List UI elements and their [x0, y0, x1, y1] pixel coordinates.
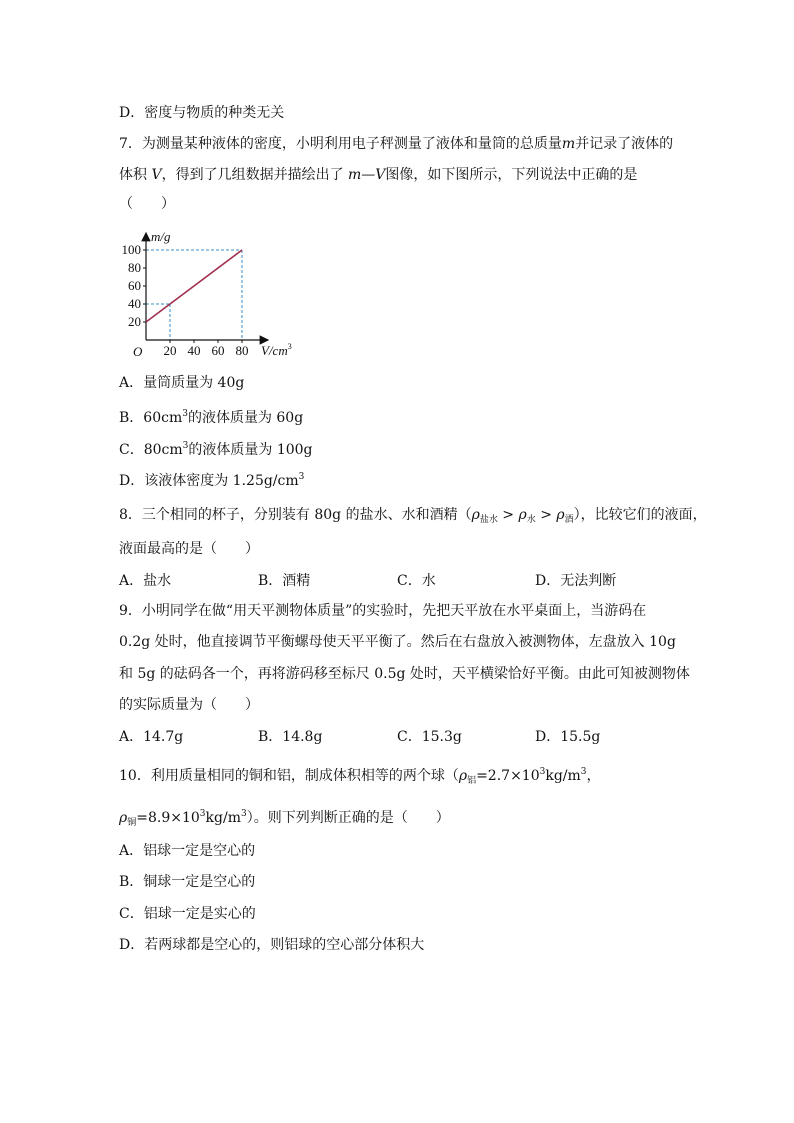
q9-stem-line-2: 0.2g 处时，他直接调节平衡螺母使天平平衡了。然后在右盘放入被测物体，左盘放入 10g [119, 634, 676, 650]
q7-option-b: B．$60cm^3$的液体质量为 60g [119, 409, 304, 426]
data-line [146, 250, 242, 322]
q7-stem-text: 并记录了液体的 [575, 136, 674, 152]
q7-stem-line-1 [119, 134, 673, 154]
q9-option-d: D．15.5g [535, 729, 601, 745]
x-axis-label: $V/cm^3$ [261, 342, 292, 358]
y-tick-label: 100 [121, 242, 141, 257]
m-v-graph [118, 225, 308, 360]
y-tick-label: 20 [128, 314, 141, 329]
q9-option-a: A．14.7g [119, 729, 184, 745]
q7-var-v: V [151, 167, 162, 183]
q7-var-m: m [561, 136, 576, 152]
q9-stem-line-4: 的实际质量为（ ） [119, 697, 259, 713]
origin-label: O [133, 344, 143, 359]
y-axis-label: m/g [151, 229, 171, 244]
q7-answer-blank: （ ） [119, 196, 175, 212]
q6-option-d: D．密度与物质的种类无关 [119, 105, 285, 121]
q7-option-d: D．该液体密度为 $1.25g/cm^3$ [119, 472, 305, 489]
q8-option-c: C．水 [397, 573, 436, 589]
x-tick-label: 80 [235, 343, 249, 358]
q7-stem-text: 体积 [119, 167, 147, 183]
q10-option-d: D．若两球都是空心的，则铝球的空心部分体积大 [119, 937, 425, 953]
q7-stem-text: 7．为测量某种液体的密度，小明利用电子秤测量了液体和量筒的总质量 [119, 136, 562, 152]
q7-var-mv: m—V [348, 167, 386, 183]
q9-stem-line-3: 和 5g 的砝码各一个，再将游码移至标尺 0.5g 处时，天平横梁恰好平衡。由此可知被测物体 [119, 666, 690, 682]
q9-option-b: B．14.8g [258, 729, 323, 745]
q10-stem-line-2: $\rho_铜=8.9\times 10^3kg/m^3$）。则下列判断正确的是（ ） [119, 809, 450, 828]
q9-option-c: C．15.3g [397, 729, 462, 745]
q7-stem-text: ，得到了几组数据并描绘出了 [161, 167, 344, 183]
y-tick-label: 40 [128, 296, 141, 311]
q7-option-a: A．量筒质量为 40g [119, 375, 245, 391]
x-tick-label: 40 [187, 343, 201, 358]
q7-option-c: C．$80cm^3$的液体质量为 100g [119, 441, 313, 458]
q10-option-b: B．铜球一定是空心的 [119, 874, 256, 890]
q8-stem-line-2: 液面最高的是（ ） [119, 541, 259, 557]
y-tick-label: 80 [128, 260, 141, 275]
q8-option-a: A．盐水 [119, 573, 172, 589]
q10-option-c: C．铝球一定是实心的 [119, 906, 256, 922]
q8-option-b: B．酒精 [258, 573, 311, 589]
q7-stem-text: 图像，如下图所示，下列说法中正确的是 [385, 167, 638, 183]
x-tick-label: 60 [211, 343, 225, 358]
q7-stem-line-2 [119, 165, 637, 185]
q8-option-d: D．无法判断 [535, 573, 617, 589]
q8-stem-line-1: 8．三个相同的杯子，分别装有 80g 的盐水、水和酒精$(\rho_{盐水} > \rho_水 > \rho_酒)$，比较它们的液面， [119, 507, 707, 525]
q10-stem-line-1: 10．利用质量相同的铜和铝，制成体积相等的两个球（$\rho_铝=2.7\times 10^3kg/m^3$， [119, 767, 601, 786]
q10-option-a: A．铝球一定是空心的 [119, 843, 256, 859]
x-tick-label: 20 [163, 343, 177, 358]
y-tick-label: 60 [128, 278, 141, 293]
q9-stem-line-1: 9．小明同学在做“用天平测物体质量”的实验时，先把天平放在水平桌面上，当游码在 [119, 603, 647, 619]
